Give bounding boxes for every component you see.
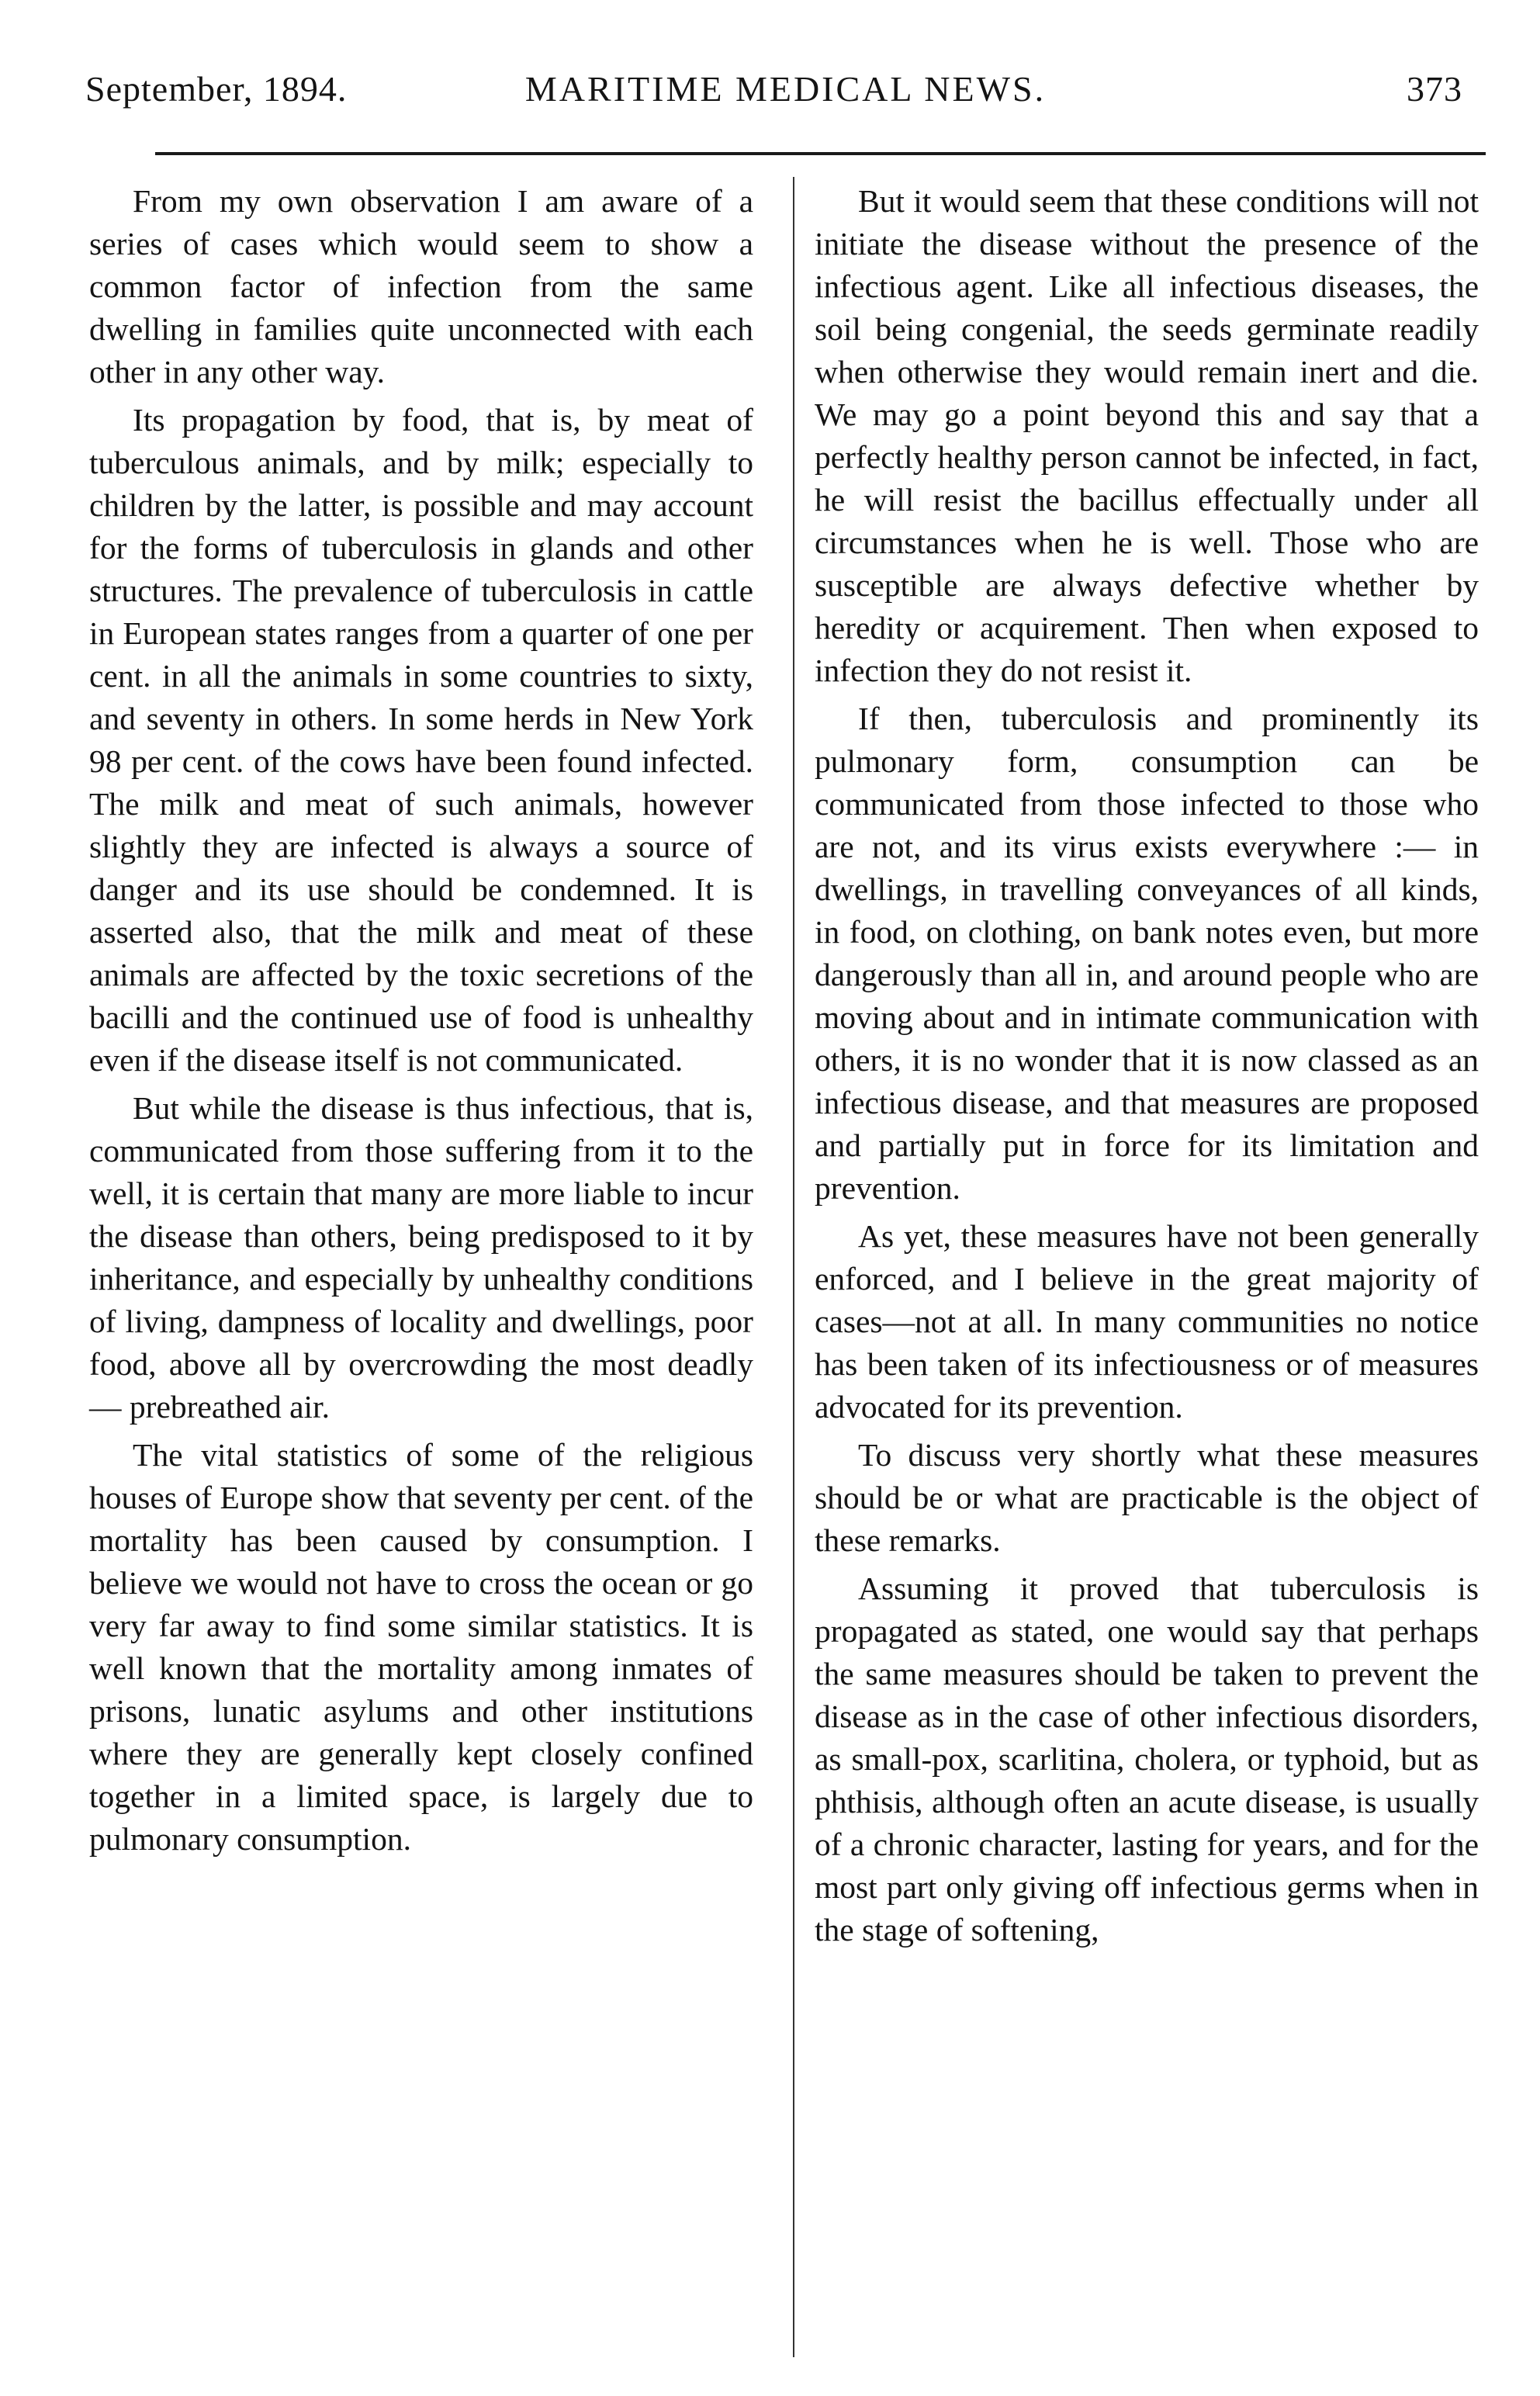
page-header — [85, 68, 1486, 123]
paragraph: The vital statistics of some of the religious houses of Europe show that seventy per cent. of the mortality has been caused by consumption. I believe we would not have to cross the ocean or go very far away to find some similar statistics. It is well known that the mortality among inmates of prisons, lunatic asylums and other institutions where they are generally kept closely confined together in a limited space, is largely due to pulmonary consumption. — [89, 1437, 753, 1857]
page-number: 373 — [1407, 69, 1462, 109]
issue-date: September, 1894. — [85, 69, 348, 109]
paragraph: If then, tuberculosis and prominently its pulmonary form, consumption can be communicated from those infected to those who are not, and its virus exists everywhere :— in dwellings, in travelling conveyances of all kinds, in food, on clothing, on bank notes even, but more dangerously than all in, and around people who are moving about and in intimate communication with others, it is no wonder that it is now classed as an infectious disease, and that measures are proposed and partially put in force for its limitation and prevention. — [815, 701, 1479, 1206]
paragraph: As yet, these measures have not been generally enforced, and I believe in the great majority of cases—not at all. In many communities no notice has been taken of its infectiousness or of measures advocated for its prevention. — [815, 1218, 1479, 1425]
paragraph: From my own observation I am aware of a series of cases which would seem to show a common factor of infection from the same dwelling in families quite unconnected with each other in any other way. — [89, 183, 753, 390]
paragraph: Assuming it proved that tuberculosis is propagated as stated, one would say that perhaps the same measures should be taken to prevent the disease as in the case of other infectious disorders, as small-pox, scarlitina, cholera, or typhoid, but as phthisis, although often an acute disease, is usually of a chronic character, lasting for years, and for the most part only giving off infectious germs when in the stage of softening, — [815, 1570, 1479, 1948]
column-divider — [793, 177, 794, 2357]
right-column — [815, 180, 1479, 1957]
left-column — [89, 180, 753, 1866]
header-rule — [155, 152, 1486, 155]
paragraph: But it would seem that these conditions will not initiate the disease without the presence of the infectious agent. Like all infectious diseases, the soil being congenial, the seeds germinate readily when otherwise they would remain inert and die. We may go a point beyond this and say that a perfectly healthy person cannot be infected, in fact, he will resist the bacillus effectually under all circumstances when he is well. Those who are susceptible are always defective whether by heredity or acquirement. Then when exposed to infection they do not resist it. — [815, 183, 1479, 688]
paragraph: But while the disease is thus infectious, that is, communicated from those suffering from it to the well, it is certain that many are more liable to incur the disease than others, being predisposed to it by inheritance, and especially by unhealthy conditions of living, dampness of locality and dwellings, poor food, above all by overcrowding the most deadly — prebreathed air. — [89, 1090, 753, 1425]
paragraph: Its propagation by food, that is, by meat of tuberculous animals, and by milk; especially to children by the latter, is possible and may account for the forms of tuberculosis in glands and other structures. The prevalence of tuberculosis in cattle in European states ranges from a quarter of one per cent. in all the animals in some countries to sixty, and seventy in others. In some herds in New York 98 per cent. of the cows have been found infected. The milk and meat of such animals, however slightly they are infected is always a source of danger and its use should be condemned. It is asserted also, that the milk and meat of these animals are affected by the toxic secretions of the bacilli and the continued use of food is unhealthy even if the disease itself is not communicated. — [89, 402, 753, 1078]
paragraph: To discuss very shortly what these measures should be or what are practicable is the object of these remarks. — [815, 1437, 1479, 1558]
journal-title: MARITIME MEDICAL NEWS. — [524, 69, 1047, 109]
